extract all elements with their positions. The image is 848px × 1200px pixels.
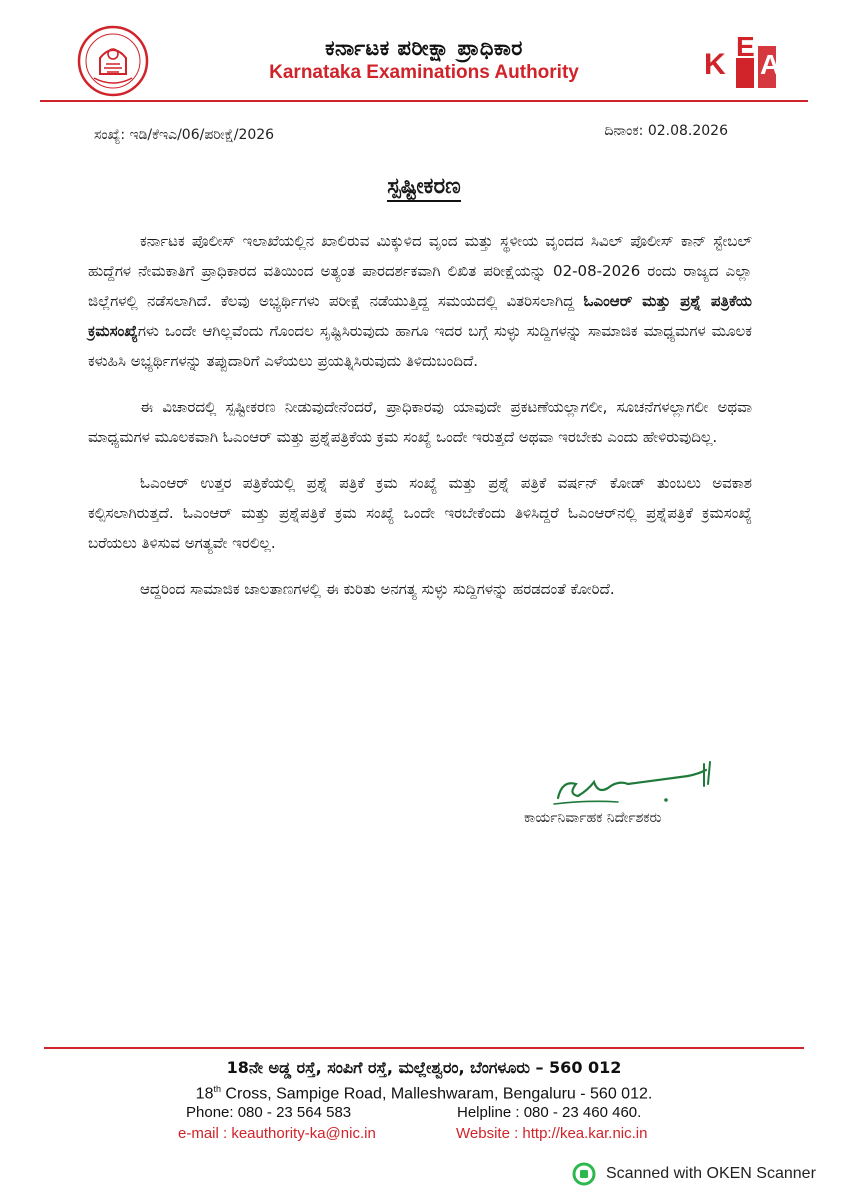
oken-scanner-icon — [572, 1162, 596, 1186]
kea-logo-letter-a: A — [760, 49, 781, 80]
website-address: Website : http://kea.kar.nic.in — [456, 1125, 648, 1142]
authority-name-kannada: ಕರ್ನಾಟಕ ಪರೀಕ್ಷಾ ಪ್ರಾಧಿಕಾರ — [325, 36, 523, 60]
paragraph-text: ಗಳು ಒಂದೇ ಆಗಿಲ್ಲವೆಂದು ಗೊಂದಲ ಸೃಷ್ಟಿಸಿರುವುದು ಹಾಗೂ ಇದರ ಬಗ್ಗೆ ಸುಳ್ಳು ಸುದ್ದಿಗಳನ್ನು ಸಾಮಾಜಿಕ ಮಾಧ್ಯಮಗಳ ಮೂಲಕ ಕಳುಹಿಸಿ ಅಭ್ಯರ್ಥಿಗಳನ್ನು ತಪ್ಪುದಾರಿಗೆ ಎಳೆಯಲು ಪ್ರಯತ್ನಿಸಿರುವುದು ತಿಳಿದುಬಂದಿದೆ. — [88, 322, 752, 370]
paragraph-text: ಈ ವಿಚಾರದಲ್ಲಿ ಸ್ಪಷ್ಟೀಕರಣ ನೀಡುವುದೇನೆಂದರೆ, ಪ್ರಾಧಿಕಾರವು ಯಾವುದೇ ಪ್ರಕಟಣೆಯಲ್ಲಾಗಲೀ, ಸೂಚನೆಗಳಲ್ಲಾಗಲೀ ಅಥವಾ ಮಾಧ್ಯಮಗಳ ಮೂಲಕವಾಗಿ ಓಎಂಆರ್ ಮತ್ತು ಪ್ರಶ್ನೆಪತ್ರಿಕೆಯ ಕ್ರಮ ಸಂಖ್ಯೆ ಒಂದೇ ಇರುತ್ತದೆ ಅಥವಾ ಇರಬೇಕು ಎಂದು ಹೇಳಿರುವುದಿಲ್ಲ. — [88, 398, 752, 446]
paragraph-text: ಆದ್ದರಿಂದ ಸಾಮಾಜಿಕ ಜಾಲತಾಣಗಳಲ್ಲಿ ಈ ಕುರಿತು ಅನಗತ್ಯ ಸುಳ್ಳು ಸುದ್ದಿಗಳನ್ನು ಹರಡದಂತೆ ಕೋರಿದೆ. — [140, 580, 615, 598]
helpline-number: Helpline : 080 - 23 460 460. — [457, 1104, 642, 1121]
email-address: e-mail : keauthority-ka@nic.in — [178, 1125, 376, 1142]
paragraph-text: ಓಎಂಆರ್ ಉತ್ತರ ಪತ್ರಿಕೆಯಲ್ಲಿ ಪ್ರಶ್ನೆ ಪತ್ರಿಕೆ ಕ್ರಮ ಸಂಖ್ಯೆ ಮತ್ತು ಪ್ರಶ್ನೆ ಪತ್ರಿಕೆ ವರ್ಷನ್ ಕೋಡ್ ತುಂಬಲು ಅವಕಾಶ ಕಲ್ಪಿಸಲಾಗಿರುತ್ತದೆ. ಓಎಂಆರ್ ಮತ್ತು ಪ್ರಶ್ನೆಪತ್ರಿಕೆ ಕ್ರಮ ಸಂಖ್ಯೆ ಒಂದೇ ಇರಬೇಕೆಂದು ತಿಳಿಸಿದ್ದರೆ ಓಎಂಆರ್‌ನಲ್ಲಿ ಪ್ರಶ್ನೆಪತ್ರಿಕೆ ಕ್ರಮಸಂಖ್ಯೆ ಬರೆಯಲು ತಿಳಿಸುವ ಅಗತ್ಯವೇ ಇರಲಿಲ್ಲ. — [88, 474, 752, 552]
address-ordinal-suffix: th — [213, 1084, 221, 1094]
phone-number: Phone: 080 - 23 564 583 — [186, 1104, 352, 1121]
authority-name-english: Karnataka Examinations Authority — [269, 62, 579, 83]
address-text: Cross, Sampige Road, Malleshwaram, Bengaluru - 560 012. — [220, 1085, 653, 1103]
body-paragraph-3 — [88, 468, 752, 558]
body-paragraph-2 — [88, 392, 752, 452]
subject-heading — [0, 174, 848, 199]
address-number: 18 — [195, 1085, 214, 1103]
body-paragraph-1 — [88, 226, 752, 376]
header-divider — [40, 100, 808, 102]
reference-number: ಸಂಖ್ಯೆ: ಇಡಿ/ಕೆಇಎ/06/ಪರೀಕ್ಷೆ/2026 — [94, 127, 275, 143]
paragraph-text: ಕರ್ನಾಟಕ ಪೊಲೀಸ್ ಇಲಾಖೆಯಲ್ಲಿನ ಖಾಲಿರುವ ಮಿಕ್ಕುಳಿದ ವೃಂದ ಮತ್ತು ಸ್ಥಳೀಯ ವೃಂದದ ಸಿವಿಲ್ ಪೊಲೀಸ್ ಕಾನ್ ಸ್ಟೇಬಲ್ ಹುದ್ದೆಗಳ ನೇಮಕಾತಿಗೆ ಪ್ರಾಧಿಕಾರದ ವತಿಯಿಂದ ಅತ್ಯಂತ ಪಾರದರ್ಶಕವಾಗಿ ಲಿಖಿತ ಪರೀಕ್ಷೆಯನ್ನು 02-08-2026 ರಂದು ರಾಜ್ಯದ ಎಲ್ಲಾ ಜಿಲ್ಲೆಗಳಲ್ಲಿ ನಡೆಸಲಾಗಿದೆ. ಕೆಲವು ಅಭ್ಯರ್ಥಿಗಳು ಪರೀಕ್ಷೆ ನಡೆಯುತ್ತಿದ್ದ ಸಮಯದಲ್ಲಿ ವಿತರಿಸಲಾಗಿದ್ದ — [88, 232, 752, 310]
paragraph-bold-text: ಓಎಂಆರ್ ಮತ್ತು ಪ್ರಶ್ನೆ ಪತ್ರಿಕೆಯ ಕ್ರಮಸಂಖ್ಯೆ — [88, 292, 752, 340]
handwritten-signature — [548, 760, 718, 814]
kea-logo-letter-k: K — [704, 48, 726, 81]
letter-body — [88, 226, 752, 620]
address-english — [0, 1084, 848, 1103]
body-paragraph-4 — [88, 574, 752, 604]
signatory-title: ಕಾರ್ಯನಿರ್ವಾಹಕ ನಿರ್ದೇಶಕರು — [524, 810, 662, 826]
kea-logo-letter-e: E — [736, 31, 755, 62]
footer-divider — [44, 1047, 804, 1049]
subject-text: ಸ್ಪಷ್ಟೀಕರಣ — [387, 174, 460, 202]
scanner-watermark — [572, 1160, 816, 1188]
letter-date: ದಿನಾಂಕ: 02.08.2026 — [604, 123, 728, 139]
kea-logo — [700, 30, 788, 90]
scanner-text: Scanned with OKEN Scanner — [606, 1165, 816, 1182]
address-kannada: 18ನೇ ಅಡ್ಡ ರಸ್ತೆ, ಸಂಪಿಗೆ ರಸ್ತೆ, ಮಲ್ಲೇಶ್ವರಂ, ಬೆಂಗಳೂರು – 560 012 — [226, 1058, 622, 1077]
